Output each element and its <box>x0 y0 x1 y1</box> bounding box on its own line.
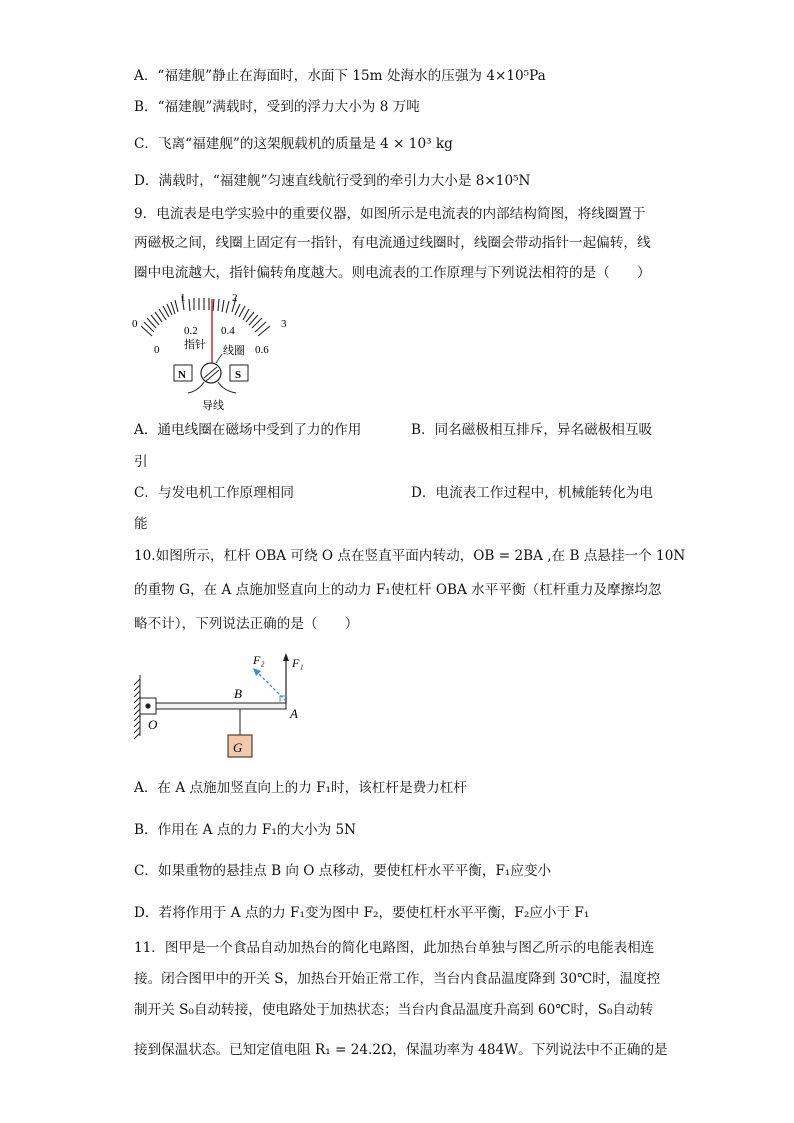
lever-bar <box>156 703 286 709</box>
q8-option-c: C．飞离“福建舰”的这架舰载机的质量是 4 × 10³ kg <box>134 136 453 152</box>
top-scale-0: 0 <box>132 318 138 330</box>
magnet-s <box>230 365 248 381</box>
bottom-scale-0-6: 0.6 <box>255 344 269 356</box>
magnet-s-label: S <box>235 369 242 381</box>
bottom-scale-0-4: 0.4 <box>221 325 235 337</box>
q10-stem-line-1: 10.如图所示，杠杆 OBA 可绕 O 点在竖直平面内转动，OB = 2BA ,在 B 点悬挂一个 10N <box>134 548 686 564</box>
q10-option-b: B．作用在 A 点的力 F₁的大小为 5N <box>134 822 357 838</box>
wires <box>188 382 236 393</box>
q9-stem-line-1: 9．电流表是电学实验中的重要仪器，如图所示是电流表的内部结构简图，将线圈置于 <box>134 206 646 222</box>
q9-option-c: C．与发电机工作原理相同 <box>134 485 294 501</box>
wall <box>134 675 140 739</box>
force-f2-label: F₂ <box>253 653 265 667</box>
q10-option-a: A．在 A 点施加竖直向上的力 F₁时，该杠杆是费力杠杆 <box>134 780 467 796</box>
q10-stem-line-2: 的重物 G，在 A 点施加竖直向上的动力 F₁使杠杆 OBA 水平平衡（杠杆重力及摩擦均忽 <box>134 582 662 598</box>
right-angle-marker <box>280 696 286 702</box>
pointer-label: 指针 <box>184 339 206 351</box>
q10-option-d: D．若将作用于 A 点的力 F₁变为图中 F₂，要使杠杆水平平衡，F₂应小于 F₁ <box>134 905 590 921</box>
wire-label: 导线 <box>202 400 224 412</box>
q9-option-d: D．电流表工作过程中，机械能转化为电 <box>411 485 653 501</box>
q11-stem-line-4: 接到保温状态。已知定值电阻 R₁ = 24.2Ω，保温功率为 484W。下列说法中不正确的是 <box>134 1042 668 1058</box>
ammeter-diagram <box>128 287 298 415</box>
pivot-o <box>145 703 150 708</box>
q8-option-d: D．满载时，“福建舰”匀速直线航行受到的牵引力大小是 8×10⁵N <box>134 173 531 189</box>
q11-stem-line-3: 制开关 S₀自动转接，使电路处于加热状态；当台内食品温度升高到 60℃时，S₀自动转 <box>134 1002 654 1018</box>
q9-option-a: A．通电线圈在磁场中受到了力的作用 <box>134 422 362 438</box>
q8-option-a: A．“福建舰”静止在海面时，水面下 15m 处海水的压强为 4×10⁵Pa <box>134 68 546 84</box>
q10-stem-line-3: 略不计），下列说法正确的是（ ） <box>134 616 359 632</box>
point-b-label: B <box>234 686 242 701</box>
bottom-scale-0: 0 <box>154 344 160 356</box>
coil-label: 线圈 <box>223 345 245 357</box>
q9-option-d-continued: 能 <box>134 516 148 532</box>
q9-stem-line-3: 圈中电流越大，指针偏转角度越大。则电流表的工作原理与下列说法相符的是（ ） <box>134 265 651 281</box>
q11-stem-line-1: 11．图甲是一个食品自动加热台的简化电路图，此加热台单独与图乙所示的电能表相连 <box>134 940 655 956</box>
q8-option-b: B．“福建舰”满载时，受到的浮力大小为 8 万吨 <box>134 99 420 115</box>
point-a-label: A <box>290 706 298 721</box>
top-scale-3: 3 <box>281 318 287 330</box>
scale-ticks <box>141 296 270 336</box>
force-f1-label: F₁ <box>292 656 304 670</box>
point-o-label: O <box>148 717 158 732</box>
bottom-scale-0-2: 0.2 <box>184 325 198 337</box>
top-scale-2: 2 <box>232 292 238 304</box>
coil <box>201 363 221 383</box>
q9-option-b: B．同名磁极相互排斥，异名磁极相互吸 <box>411 422 653 438</box>
weight-g-label: G <box>233 740 243 755</box>
force-f2-arrow <box>256 671 286 701</box>
magnet-n-label: N <box>178 369 186 381</box>
magnet-n <box>174 365 192 381</box>
q9-option-b-continued: 引 <box>134 454 148 470</box>
q11-stem-line-2: 接。闭合图甲中的开关 S，加热台开始正常工作，当台内食品温度降到 30℃时，温度控 <box>134 971 661 987</box>
q9-stem-line-2: 两磁极之间，线圈上固定有一指针，有电流通过线圈时，线圈会带动指针一起偏转，线 <box>134 235 651 251</box>
top-scale-1: 1 <box>180 292 186 304</box>
q10-option-c: C．如果重物的悬挂点 B 向 O 点移动，要使杠杆水平平衡，F₁应变小 <box>134 863 552 879</box>
lever-diagram <box>130 643 320 761</box>
